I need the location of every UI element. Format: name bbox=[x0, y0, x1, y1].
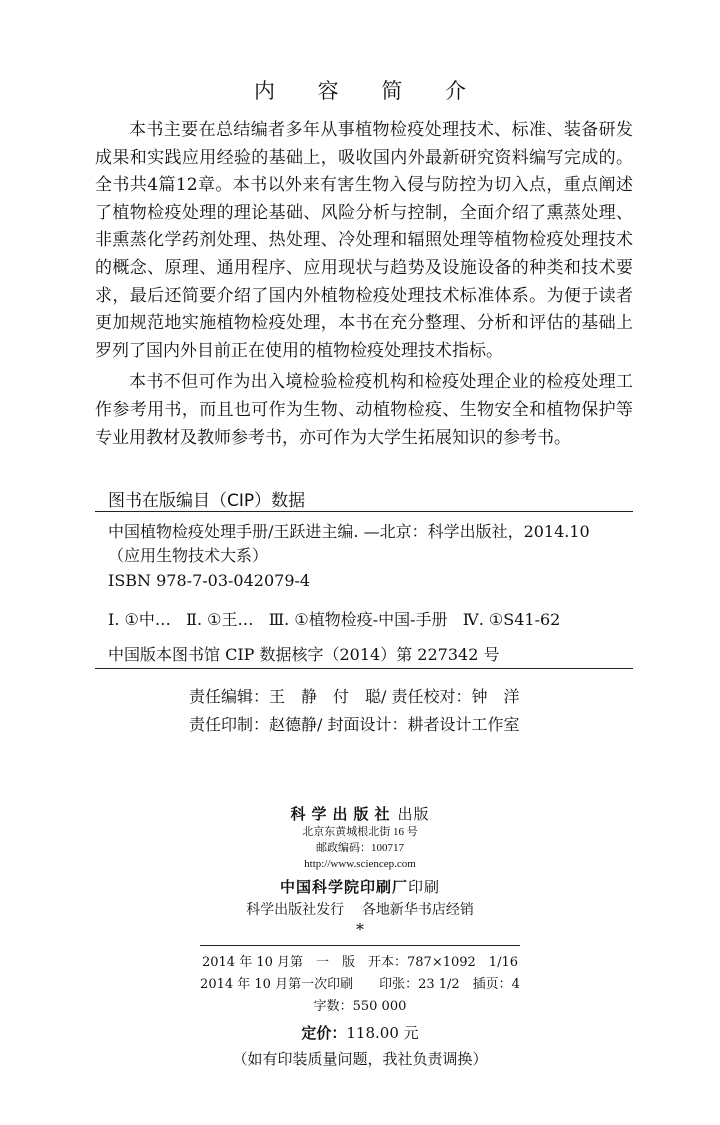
cip-series-line: （应用生物技术大系） bbox=[108, 546, 269, 565]
publisher-line bbox=[0, 803, 720, 824]
cip-record-number: 中国版本图书馆 CIP 数据核字（2014）第 227342 号 bbox=[108, 645, 500, 664]
cip-heading: 图书在版编目（CIP）数据 bbox=[108, 491, 306, 511]
editor-credit: 责任编辑：王 静 付 聪/ 责任校对：钟 洋 bbox=[189, 687, 520, 706]
intro-paragraph: 本书主要在总结编者多年从事植物检疫处理技术、标准、装备研发成果和实践应用经验的基础上，吸收国内外最新研究资料编写完成的。全书共4篇12章。本书以外来有害生物入侵与防控为切入点，重点阐述了植物检疫处理的理论基础、风险分析与控制，全面介绍了熏蒸处理、非熏蒸化学药剂处理、热处理、冷处理和辐照处理等植物检疫处理技术的概念、原理、通用程序、应用现状与趋势及设施设备的种类和技术要求，最后还简要介绍了国内外植物检疫处理技术标准体系。为便于读者更加规范地实施植物检疫处理，本书在充分整理、分析和评估的基础上罗列了国内外目前正在使用的植物检疫处理技术指标。 bbox=[95, 120, 633, 361]
cip-bibliographic-line: 中国植物检疫处理手册/王跃进主编. —北京：科学出版社，2014.10 bbox=[108, 522, 590, 541]
cip-classification: Ⅰ. ①中… Ⅱ. ①王… Ⅲ. ①植物检疫-中国-手册 Ⅳ. ①S41-62 bbox=[108, 610, 561, 629]
publisher-suffix: 出版 bbox=[397, 805, 430, 823]
publisher-address: 北京东黄城根北街 16 号 bbox=[302, 826, 418, 838]
page-title: 内 容 简 介 bbox=[253, 79, 485, 103]
printing-credit: 责任印制：赵德静/ 封面设计：耕者设计工作室 bbox=[189, 715, 520, 734]
cip-top-divider bbox=[95, 511, 633, 512]
cip-isbn: ISBN 978-7-03-042079-4 bbox=[108, 571, 311, 590]
publisher-postcode: 邮政编码：100717 bbox=[316, 842, 404, 854]
quality-notice: （如有印装质量问题，我社负责调换） bbox=[232, 1050, 488, 1068]
price-value: 118.00 元 bbox=[346, 1024, 419, 1042]
printing-line: 2014 年 10 月第一次印刷 印张：23 1/2 插页：4 bbox=[200, 977, 520, 992]
distribution-line: 科学出版社发行 各地新华书店经销 bbox=[246, 902, 474, 918]
intro-section bbox=[95, 117, 633, 456]
publisher-website: http://www.sciencep.com bbox=[304, 858, 416, 870]
separator-star: * bbox=[356, 920, 364, 939]
price-label: 定价： bbox=[301, 1024, 347, 1042]
credits-block bbox=[189, 683, 519, 739]
publication-info bbox=[0, 803, 720, 1069]
publisher-name: 科学出版社 bbox=[290, 805, 396, 823]
printer-line bbox=[0, 876, 720, 897]
edition-line: 2014 年 10 月第 一 版 开本：787×1092 1/16 bbox=[201, 955, 518, 970]
word-count: 字数：550 000 bbox=[313, 999, 407, 1014]
meta-divider bbox=[200, 945, 520, 946]
intro-paragraph: 本书不但可作为出入境检验检疫机构和检疫处理企业的检疫处理工作参考用书，而且也可作为生物、动植物检疫、生物安全和植物保护等专业用教材及教师参考书，亦可作为大学生拓展知识的参考书。 bbox=[95, 372, 633, 448]
price-line bbox=[0, 1022, 720, 1044]
cip-bottom-divider bbox=[95, 668, 633, 669]
printer-suffix: 印刷 bbox=[408, 878, 441, 896]
printer-name: 中国科学院印刷厂 bbox=[279, 878, 408, 896]
